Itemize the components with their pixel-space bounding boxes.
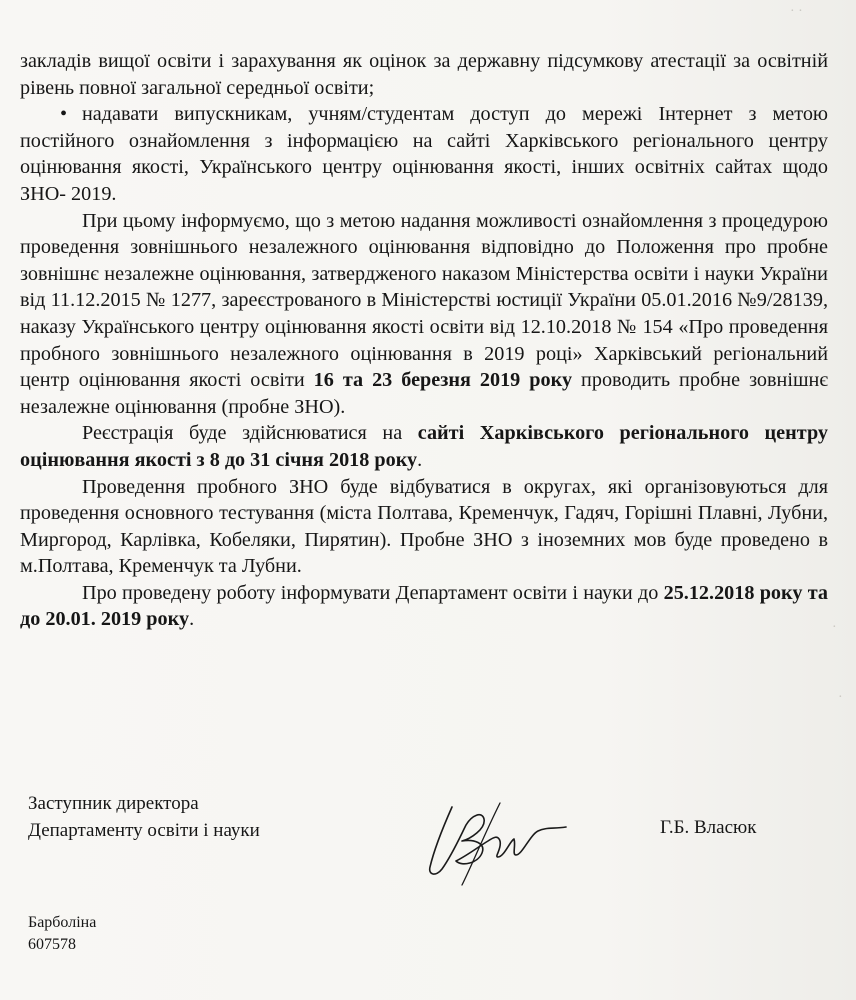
report-tail: . [189, 608, 195, 631]
paragraph-registration [20, 420, 828, 473]
report-deadlines: 25.12.2018 року та до 20.01. 2019 року [20, 581, 828, 631]
bullet-icon: • [60, 103, 68, 126]
bleed-mark: · [838, 690, 843, 705]
paragraph-info-tail: проводить пробне зовнішнє незалежне оцінювання (пробне ЗНО). [20, 369, 828, 418]
executor-info [28, 912, 96, 956]
bleed-mark: · · [790, 4, 803, 19]
position-line: Заступник директора [28, 793, 199, 814]
paragraph-report [20, 580, 828, 633]
registration-text: Реєстрація буде здійснюватися на [82, 422, 418, 445]
position-line: Департаменту освіти і науки [28, 820, 260, 841]
registration-tail: . [417, 448, 423, 471]
report-text: Про проведену роботу інформувати Департамент освіти і науки до [82, 581, 664, 604]
executor-name: Барболіна [28, 914, 97, 931]
bleed-mark: · [832, 620, 837, 635]
paragraph-districts: Проведення пробного ЗНО буде відбуватися в округах, які організовуються для проведення основного тестування (міста Полтава, Кременчук, Гадяч, Горішні Плавні, Лубни, Миргород, Карлівка, Кобеляки, Пирятин). Пробне ЗНО з іноземних мов буде проведено в м.Полтава, Кременчук та Лубни. [20, 475, 828, 578]
paragraph-bullet [20, 101, 828, 207]
handwritten-signature [422, 795, 572, 890]
paragraph-info [20, 208, 828, 421]
signatory-name: Г.Б. Власюк [660, 817, 757, 838]
signatory-position [28, 790, 260, 844]
registration-period: сайті Харківського регіонального центру оцінювання якості з 8 до 31 січня 2018 року [20, 422, 828, 471]
trial-dates: 16 та 23 березня 2019 року [313, 369, 573, 392]
letter-body [20, 48, 828, 633]
paragraph-info-text: При цьому інформуємо, що з метою надання можливості ознайомлення з процедурою проведення зовнішнього незалежного оцінювання відповідно до Положення про пробне зовнішнє незалежне оцінювання, затвердженого наказом Міністерства освіти і науки України від 11.12.2015 № 1277, зареєстрованого в Міністерстві юстиції України 05.01.2016 №9/28139, наказу Українського центру оцінювання якості освіти від 12.10.2018 № 154 «Про проведення пробного зовнішнього незалежного оцінювання в 2019 році» Харківський регіональний центр оцінювання якості освіти [20, 209, 828, 392]
paragraph-continuation: закладів вищої освіти і зарахування як оцінок за державну підсумкову атестації за освітній рівень повної загальної середньої освіти; [20, 50, 828, 99]
bullet-text: надавати випускникам, учням/студентам доступ до мережі Інтернет з метою постійного ознайомлення з інформацією на сайті Харківського регіонального центру оцінювання якості, Українського центру оцінювання якості, інших освітніх сайтах щодо ЗНО- 2019. [20, 103, 828, 205]
executor-phone: 607578 [28, 936, 76, 953]
